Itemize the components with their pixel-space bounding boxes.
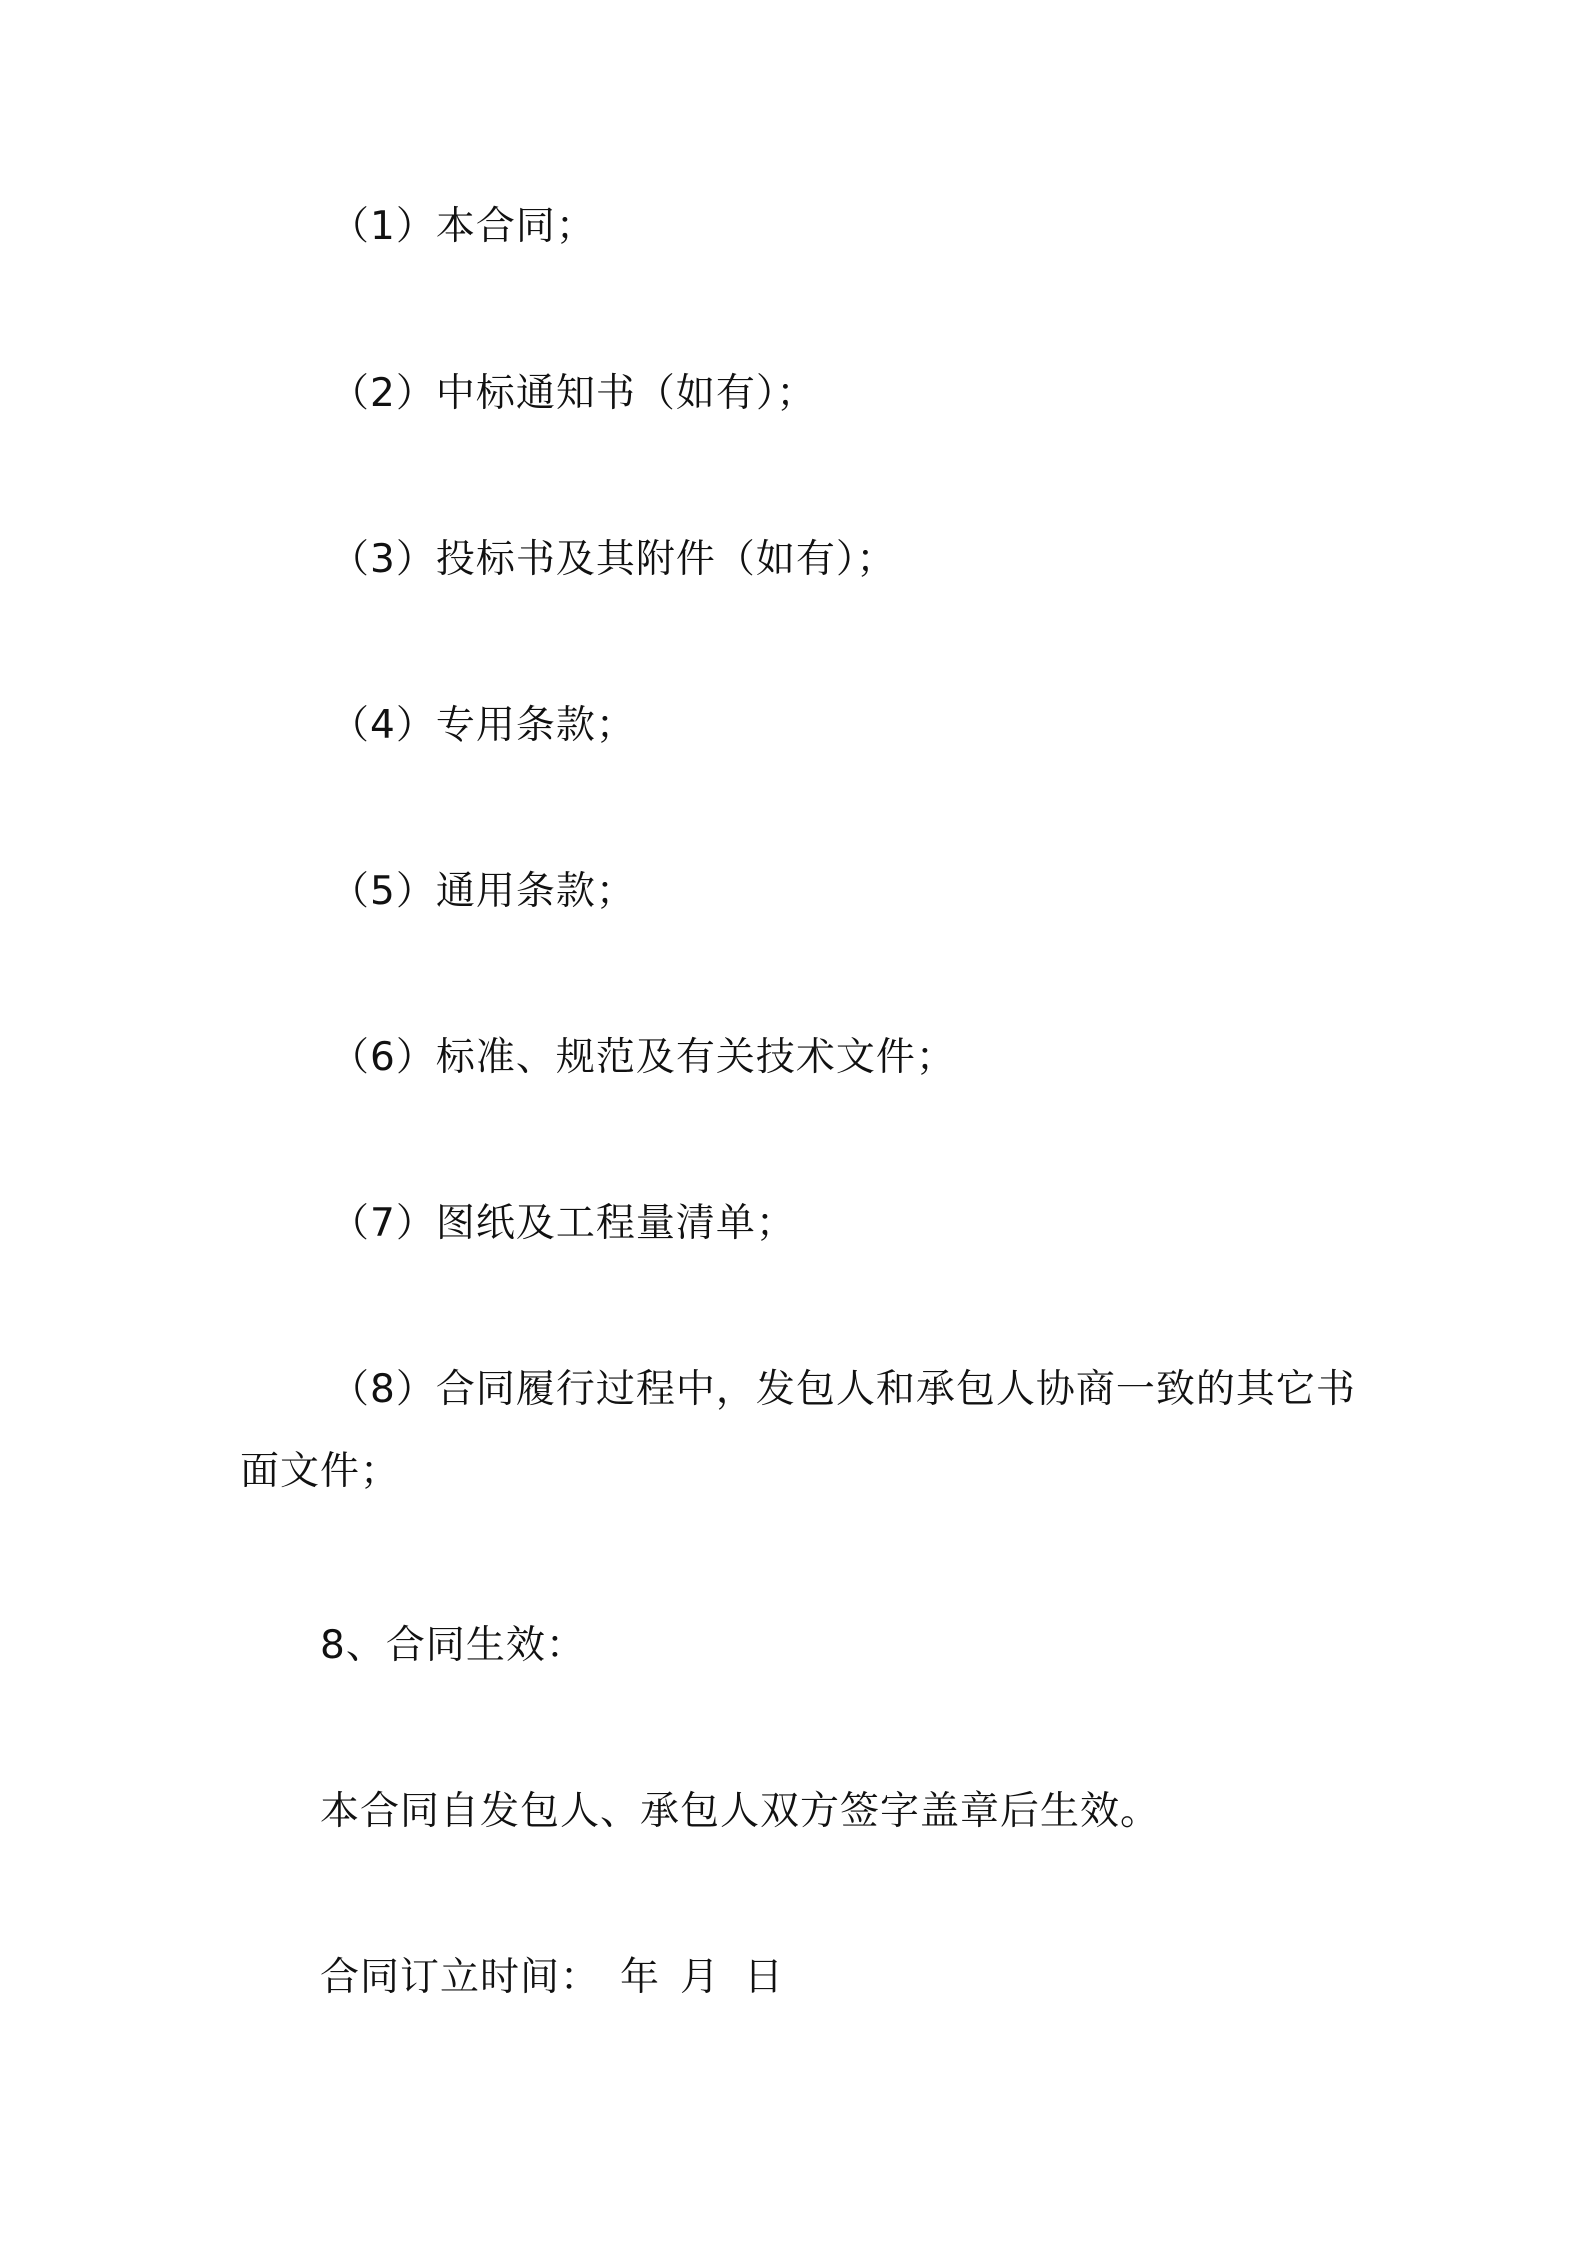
list-item: （2）中标通知书（如有）； xyxy=(330,371,817,416)
list-item: （3）投标书及其附件（如有）； xyxy=(330,537,897,582)
list-item: （5）通用条款； xyxy=(330,869,636,914)
list-item-8-line-2: 面文件； xyxy=(240,1449,401,1494)
month-mark: 月 xyxy=(680,1955,720,2000)
section-heading: 8、合同生效： xyxy=(320,1623,586,1668)
section-paragraph: 本合同自发包人、承包人双方签字盖章后生效。 xyxy=(320,1789,1161,1834)
day-mark: 日 xyxy=(744,1955,784,2000)
list-item: （7）图纸及工程量清单； xyxy=(330,1201,796,1246)
year-mark: 年 xyxy=(620,1955,660,2000)
list-item: （6）标准、规范及有关技术文件； xyxy=(330,1035,956,1080)
signing-date-label: 合同订立时间： xyxy=(320,1955,601,2000)
list-item: （4）专用条款； xyxy=(330,703,636,748)
list-item-8-line-1: （8）合同履行过程中，发包人和承包人协商一致的其它书 xyxy=(330,1367,1356,1412)
list-item: （1）本合同； xyxy=(330,204,596,249)
